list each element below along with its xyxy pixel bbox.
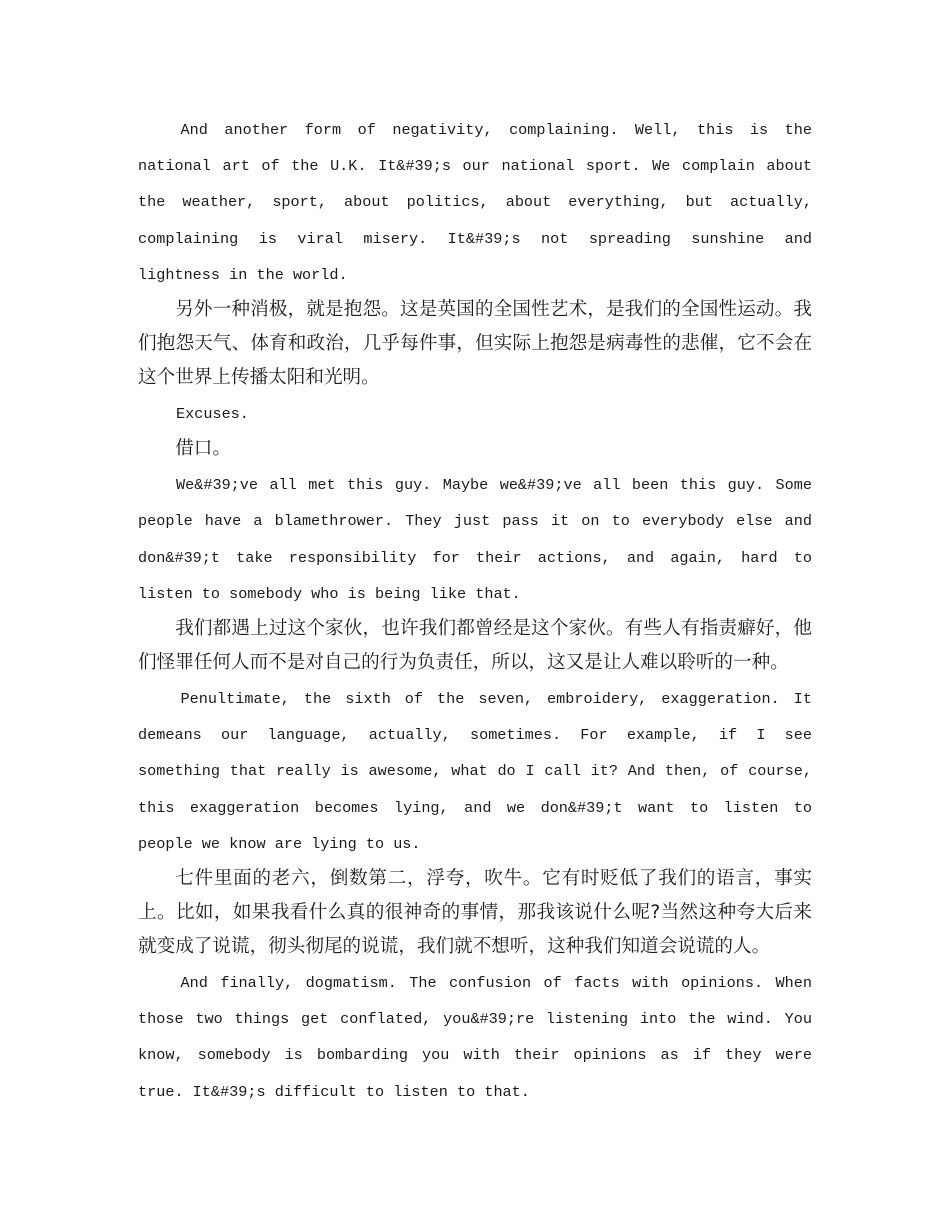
paragraph-blame-zh: 我们都遇上过这个家伙，也许我们都曾经是这个家伙。有些人有指责癖好，他们怪罪任何人而不是对自己的行为负责任，所以，这又是让人难以聆听的一种。 (138, 618, 812, 674)
paragraph-dogmatism-en: And finally, dogmatism. The confusion of facts with opinions. When those two things get conflated, you&#39;re listening into the wind. You know, somebody is bombarding you with their opinions as if they were true. It&#39;s difficult to listen to that. (138, 974, 812, 1101)
paragraph-excuses-en: Excuses. (176, 405, 249, 424)
paragraph-blame-en: We&#39;ve all met this guy. Maybe we&#39;ve all been this guy. Some people have a blamethrower. They just pass it on to everybody else and don&#39;t take responsibility for their actions, and again, hard to listen to somebody who is being like that. (138, 476, 812, 603)
paragraph-exaggeration-zh: 七件里面的老六，倒数第二，浮夸，吹牛。它有时贬低了我们的语言，事实上。比如，如果我看什么真的很神奇的事情，那我该说什么呢?当然这种夸大后来就变成了说谎，彻头彻尾的说谎，我们就不想听，这种我们知道会说谎的人。 (138, 868, 812, 958)
paragraph-exaggeration-en: Penultimate, the sixth of the seven, embroidery, exaggeration. It demeans our language, actually, sometimes. For example, if I see something that really is awesome, what do I call it? And then, of course, this exaggeration becomes lying, and we don&#39;t want to listen to people we know are lying to us. (138, 690, 812, 853)
paragraph-excuses-zh: 借口。 (175, 438, 231, 460)
document-body (138, 112, 812, 1110)
paragraph-complaining-en: And another form of negativity, complaining. Well, this is the national art of the U.K. It&#39;s our national sport. We complain about the weather, sport, about politics, about everything, but actually, complaining is viral misery. It&#39;s not spreading sunshine and lightness in the world. (138, 121, 812, 284)
paragraph-complaining-zh: 另外一种消极，就是抱怨。这是英国的全国性艺术，是我们的全国性运动。我们抱怨天气、体育和政治，几乎每件事，但实际上抱怨是病毒性的悲催，它不会在这个世界上传播太阳和光明。 (138, 299, 812, 389)
